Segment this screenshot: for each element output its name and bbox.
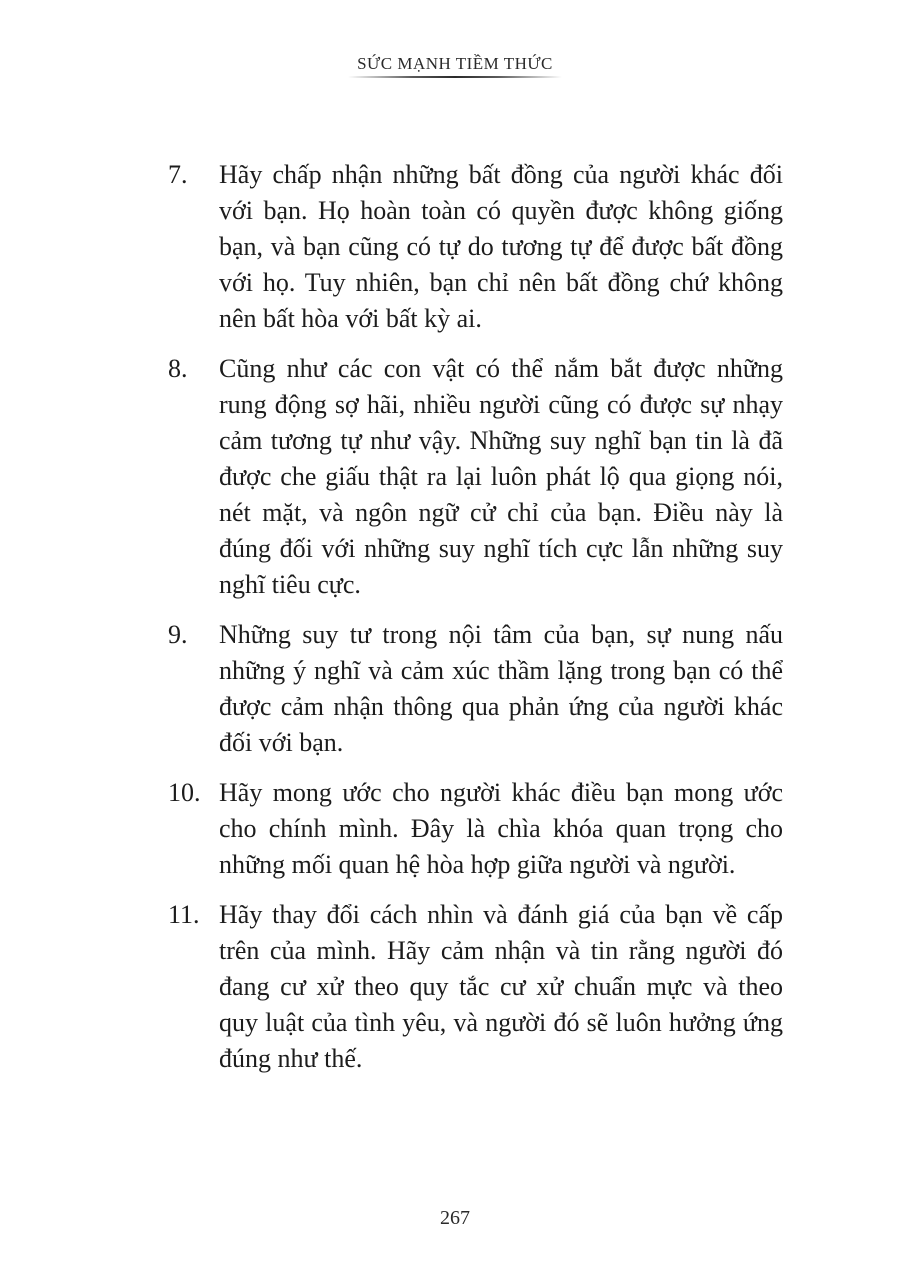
list-item bbox=[0, 351, 910, 603]
list-item-number: 9. bbox=[168, 620, 188, 649]
list-item-text: Hãy chấp nhận những bất đồng của người khác đối với bạn. Họ hoàn toàn có quyền được không giống bạn, và bạn cũng có tự do tương tự để được bất đồng với họ. Tuy nhiên, bạn chỉ nên bất đồng chứ không nên bất hòa với bất kỳ ai. bbox=[219, 160, 783, 333]
header-divider bbox=[348, 76, 562, 78]
list-item-number: 10. bbox=[168, 778, 201, 807]
list-item-number: 8. bbox=[168, 354, 188, 383]
page-number: 267 bbox=[440, 1207, 470, 1229]
list-item-text: Hãy mong ước cho người khác điều bạn mong ước cho chính mình. Đây là chìa khóa quan trọng cho những mối quan hệ hòa hợp giữa người và người. bbox=[219, 778, 783, 879]
list-item bbox=[0, 775, 910, 883]
book-title: SỨC MẠNH TIỀM THỨC bbox=[357, 54, 553, 73]
list-item-number: 7. bbox=[168, 160, 188, 189]
list-item-text: Hãy thay đổi cách nhìn và đánh giá của bạn về cấp trên của mình. Hãy cảm nhận và tin rằng người đó đang cư xử theo quy tắc cư xử chuẩn mực và theo quy luật của tình yêu, và người đó sẽ luôn hưởng ứng đúng như thế. bbox=[219, 900, 783, 1073]
running-header bbox=[0, 52, 910, 76]
list-item-number: 11. bbox=[168, 900, 200, 929]
page-content bbox=[0, 157, 910, 1091]
list-item bbox=[0, 897, 910, 1077]
list-item bbox=[0, 617, 910, 761]
list-item bbox=[0, 157, 910, 337]
list-item-text: Những suy tư trong nội tâm của bạn, sự nung nấu những ý nghĩ và cảm xúc thầm lặng trong bạn có thể được cảm nhận thông qua phản ứng của người khác đối với bạn. bbox=[219, 620, 783, 757]
list-item-text: Cũng như các con vật có thể nắm bắt được những rung động sợ hãi, nhiều người cũng có được sự nhạy cảm tương tự như vậy. Những suy nghĩ bạn tin là đã được che giấu thật ra lại luôn phát lộ qua giọng nói, nét mặt, và ngôn ngữ cử chỉ của bạn. Điều này là đúng đối với những suy nghĩ tích cực lẫn những suy nghĩ tiêu cực. bbox=[219, 354, 783, 599]
